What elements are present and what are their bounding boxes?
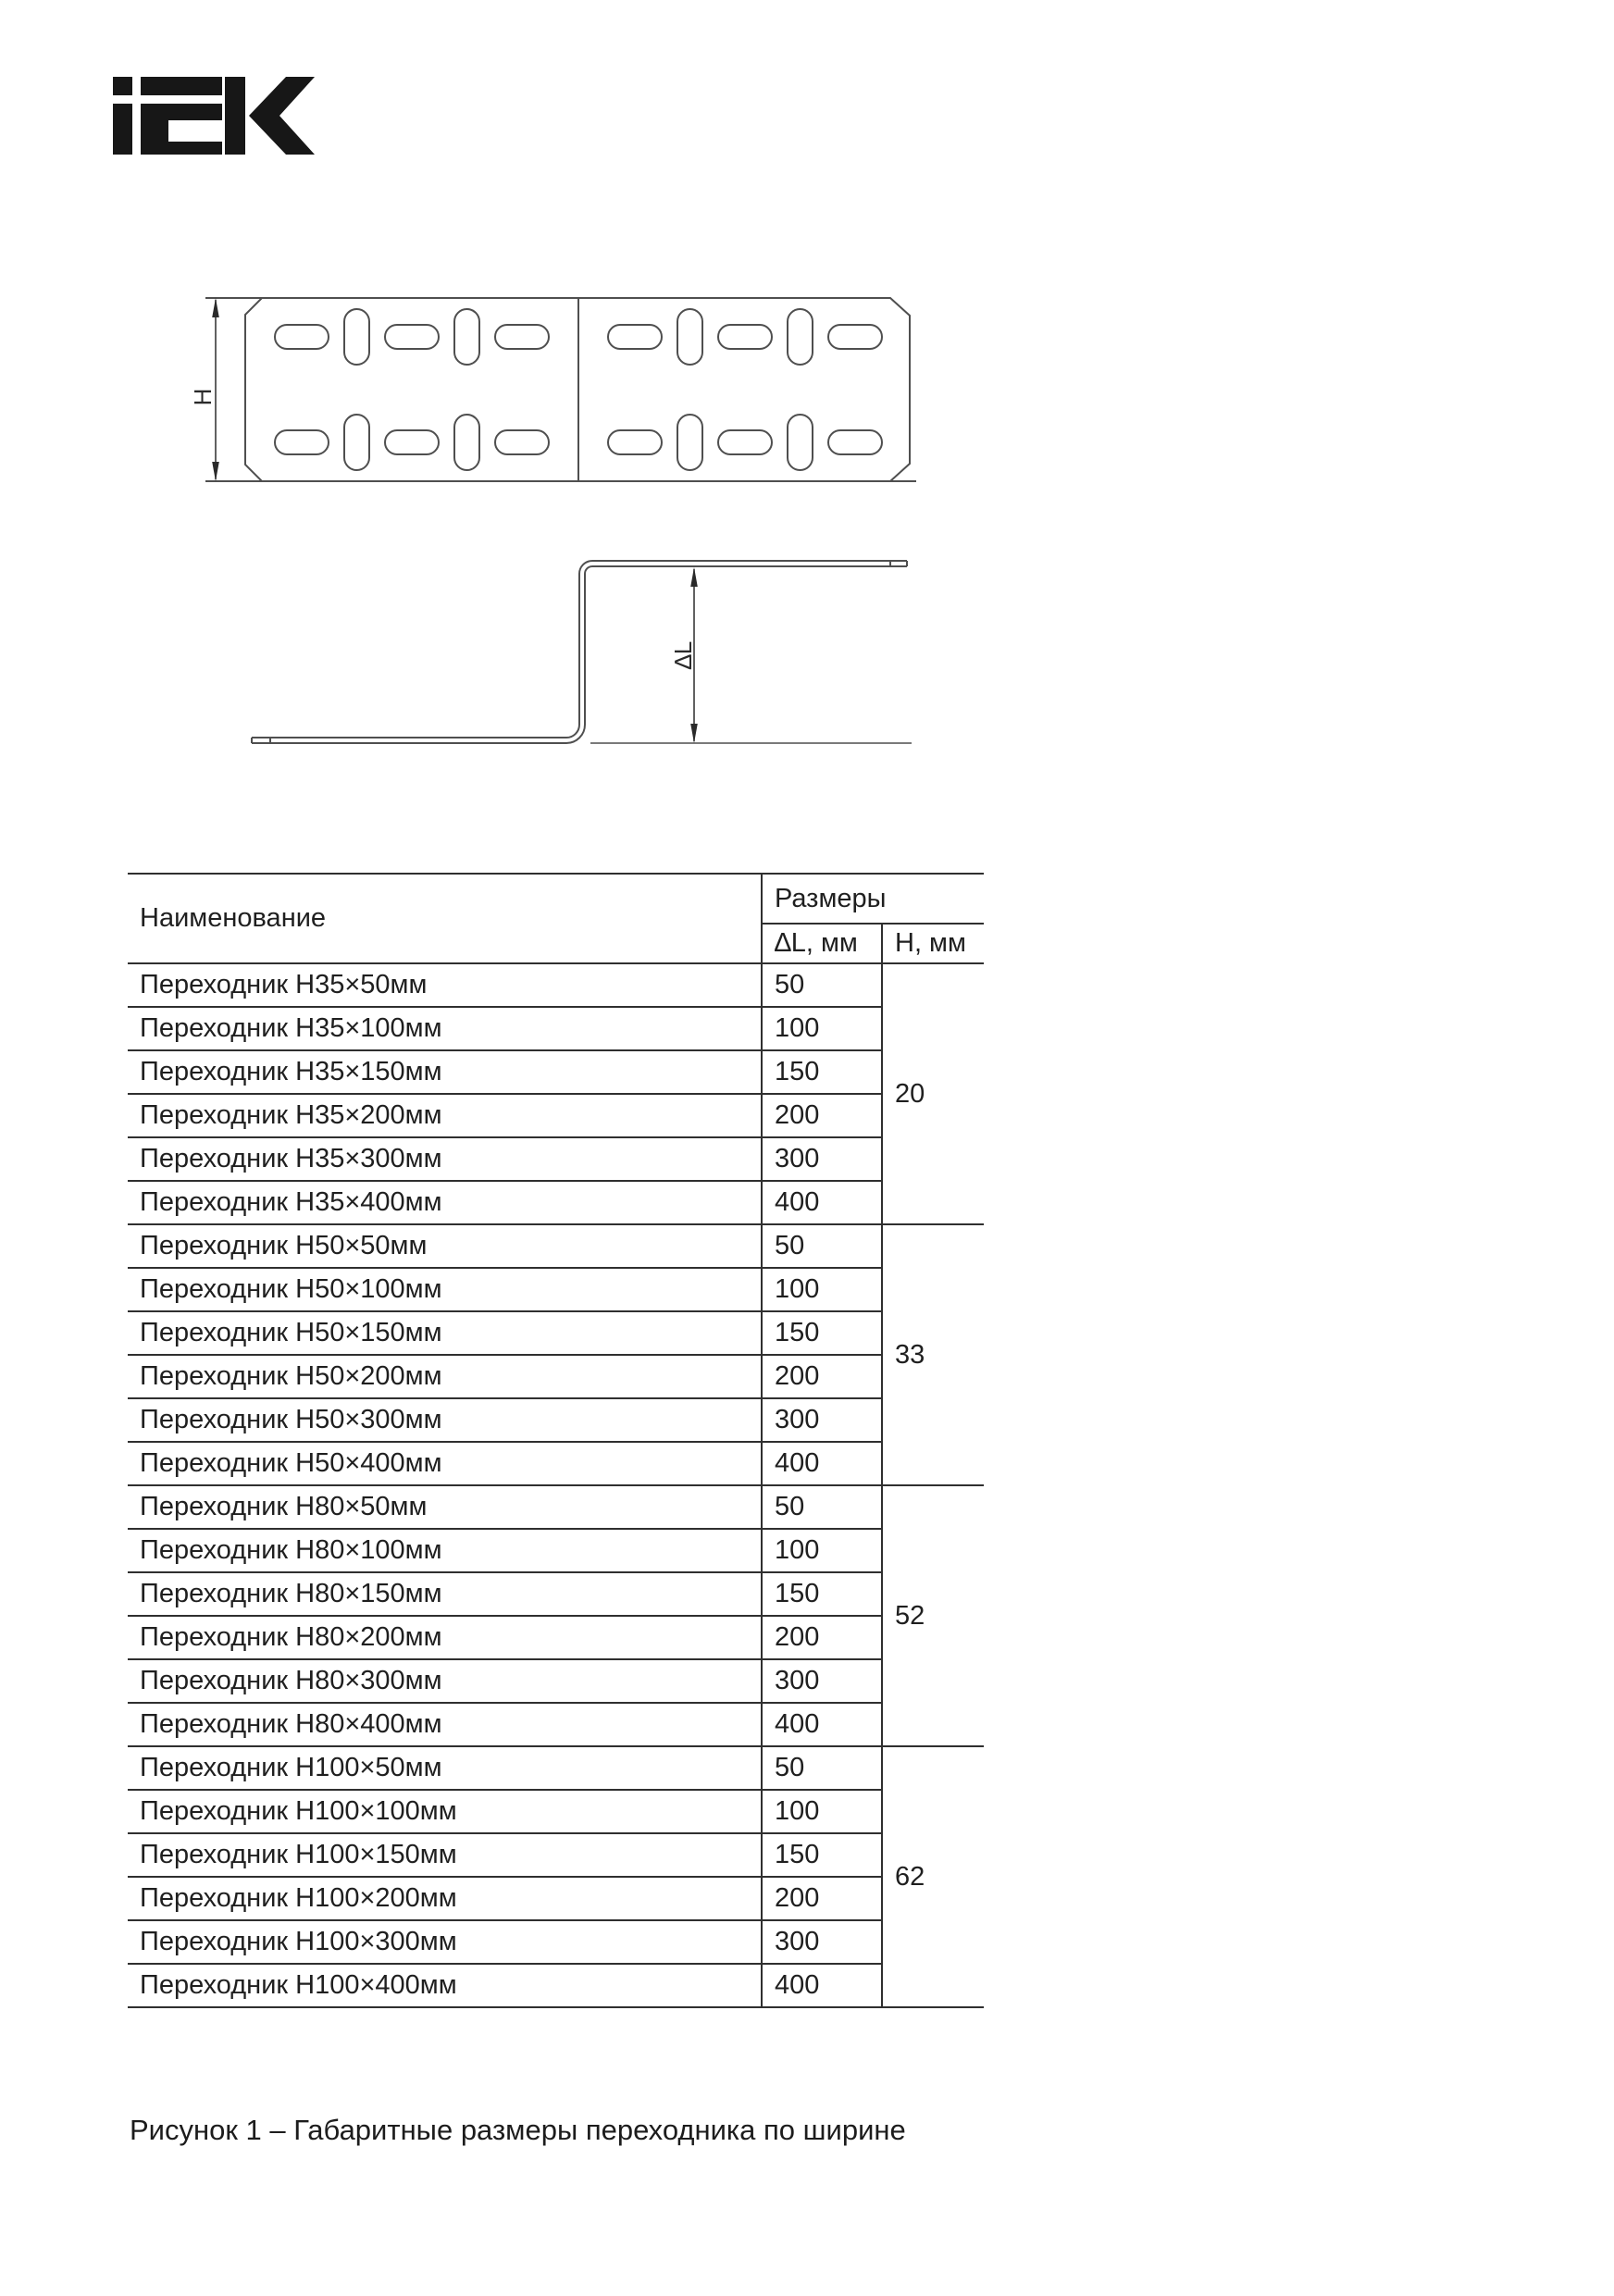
iek-logo <box>102 65 333 167</box>
cell-dl-value: 400 <box>762 1703 882 1746</box>
cell-product-name: Переходник Н35×200мм <box>128 1094 762 1137</box>
cell-product-name: Переходник Н100×300мм <box>128 1920 762 1964</box>
slot-vertical <box>677 309 702 365</box>
slot-vertical <box>454 415 479 470</box>
cell-h-value: 33 <box>882 1224 984 1485</box>
table-row <box>128 1746 984 1790</box>
arrowhead-up <box>690 567 698 587</box>
table-row <box>128 1833 984 1877</box>
figure-caption: Рисунок 1 – Габаритные размеры переходника по ширине <box>130 2114 906 2146</box>
table-row <box>128 1529 984 1572</box>
cell-product-name: Переходник Н50×100мм <box>128 1268 762 1311</box>
cell-dl-value: 200 <box>762 1877 882 1920</box>
dimensions-table-body <box>128 963 984 2007</box>
cell-product-name: Переходник Н100×100мм <box>128 1790 762 1833</box>
column-header-sizes: Размеры <box>762 874 984 924</box>
iek-logo-glyphs <box>113 77 315 155</box>
cell-product-name: Переходник Н35×400мм <box>128 1181 762 1224</box>
cell-h-value: 62 <box>882 1746 984 2007</box>
cell-product-name: Переходник Н35×150мм <box>128 1050 762 1094</box>
cell-dl-value: 150 <box>762 1572 882 1616</box>
cell-dl-value: 100 <box>762 1529 882 1572</box>
cell-h-value: 20 <box>882 963 984 1224</box>
slot-horizontal <box>275 325 329 349</box>
cell-dl-value: 100 <box>762 1007 882 1050</box>
table-row <box>128 963 984 1007</box>
slot-vertical <box>454 309 479 365</box>
cell-product-name: Переходник Н100×50мм <box>128 1746 762 1790</box>
top-view-drawing <box>167 278 944 500</box>
slot-vertical <box>344 415 369 470</box>
table-row <box>128 1137 984 1181</box>
slot-horizontal <box>718 325 772 349</box>
cell-product-name: Переходник Н80×200мм <box>128 1616 762 1659</box>
cell-product-name: Переходник Н50×400мм <box>128 1442 762 1485</box>
cell-product-name: Переходник Н50×200мм <box>128 1355 762 1398</box>
dimension-dl-label: ∆L <box>669 640 697 670</box>
table-row <box>128 1485 984 1529</box>
table-row <box>128 1398 984 1442</box>
dimension-h <box>189 298 219 481</box>
table-row <box>128 1964 984 2007</box>
cell-product-name: Переходник Н100×400мм <box>128 1964 762 2007</box>
cell-dl-value: 300 <box>762 1659 882 1703</box>
cell-product-name: Переходник Н80×100мм <box>128 1529 762 1572</box>
slot-vertical <box>788 309 813 365</box>
cell-dl-value: 150 <box>762 1050 882 1094</box>
cell-dl-value: 400 <box>762 1181 882 1224</box>
dimension-dl <box>669 567 698 743</box>
slot-horizontal <box>828 430 882 454</box>
dimension-h-label: H <box>189 388 217 406</box>
cell-dl-value: 150 <box>762 1311 882 1355</box>
dimensions-table <box>128 873 984 2008</box>
cell-product-name: Переходник Н80×300мм <box>128 1659 762 1703</box>
slot-horizontal <box>385 325 439 349</box>
arrowhead-up <box>212 298 219 317</box>
cell-product-name: Переходник Н50×50мм <box>128 1224 762 1268</box>
slot-horizontal <box>495 430 549 454</box>
cell-product-name: Переходник Н50×150мм <box>128 1311 762 1355</box>
slot-horizontal <box>608 325 662 349</box>
cell-product-name: Переходник Н35×100мм <box>128 1007 762 1050</box>
cell-dl-value: 100 <box>762 1790 882 1833</box>
arrowhead-down <box>212 462 219 481</box>
table-row <box>128 1659 984 1703</box>
table-row <box>128 1007 984 1050</box>
table-row <box>128 1224 984 1268</box>
cell-product-name: Переходник Н80×400мм <box>128 1703 762 1746</box>
cell-dl-value: 50 <box>762 1485 882 1529</box>
table-row <box>128 1311 984 1355</box>
table-row <box>128 1268 984 1311</box>
cell-dl-value: 300 <box>762 1398 882 1442</box>
table-row <box>128 1877 984 1920</box>
table-row <box>128 1050 984 1094</box>
cell-dl-value: 200 <box>762 1616 882 1659</box>
cell-product-name: Переходник Н50×300мм <box>128 1398 762 1442</box>
table-row <box>128 1572 984 1616</box>
profile-upper-surface <box>252 561 907 738</box>
table-row <box>128 1355 984 1398</box>
cell-dl-value: 200 <box>762 1094 882 1137</box>
cell-product-name: Переходник Н80×50мм <box>128 1485 762 1529</box>
column-header-h: H, мм <box>882 924 984 963</box>
arrowhead-down <box>690 724 698 743</box>
slot-vertical <box>344 309 369 365</box>
slot-vertical <box>677 415 702 470</box>
slot-horizontal <box>385 430 439 454</box>
cell-product-name: Переходник Н100×200мм <box>128 1877 762 1920</box>
slot-horizontal <box>275 430 329 454</box>
table-row <box>128 1442 984 1485</box>
cell-dl-value: 50 <box>762 1746 882 1790</box>
cell-dl-value: 300 <box>762 1920 882 1964</box>
cell-product-name: Переходник Н100×150мм <box>128 1833 762 1877</box>
cell-dl-value: 300 <box>762 1137 882 1181</box>
cell-dl-value: 400 <box>762 1964 882 2007</box>
slot-horizontal <box>718 430 772 454</box>
side-view-drawing <box>222 537 953 759</box>
cell-product-name: Переходник Н35×50мм <box>128 963 762 1007</box>
cell-product-name: Переходник Н35×300мм <box>128 1137 762 1181</box>
table-row <box>128 1703 984 1746</box>
slot-horizontal <box>828 325 882 349</box>
table-row <box>128 1920 984 1964</box>
cell-dl-value: 400 <box>762 1442 882 1485</box>
slot-horizontal <box>495 325 549 349</box>
cell-dl-value: 50 <box>762 963 882 1007</box>
cell-dl-value: 200 <box>762 1355 882 1398</box>
table-row <box>128 1094 984 1137</box>
table-row <box>128 1790 984 1833</box>
cell-h-value: 52 <box>882 1485 984 1746</box>
slot-vertical <box>788 415 813 470</box>
column-header-name: Наименование <box>128 874 762 963</box>
column-header-dl: ∆L, мм <box>762 924 882 963</box>
cell-dl-value: 50 <box>762 1224 882 1268</box>
table-row <box>128 1181 984 1224</box>
slot-horizontal <box>608 430 662 454</box>
cell-product-name: Переходник Н80×150мм <box>128 1572 762 1616</box>
cell-dl-value: 100 <box>762 1268 882 1311</box>
table-row <box>128 1616 984 1659</box>
cell-dl-value: 150 <box>762 1833 882 1877</box>
